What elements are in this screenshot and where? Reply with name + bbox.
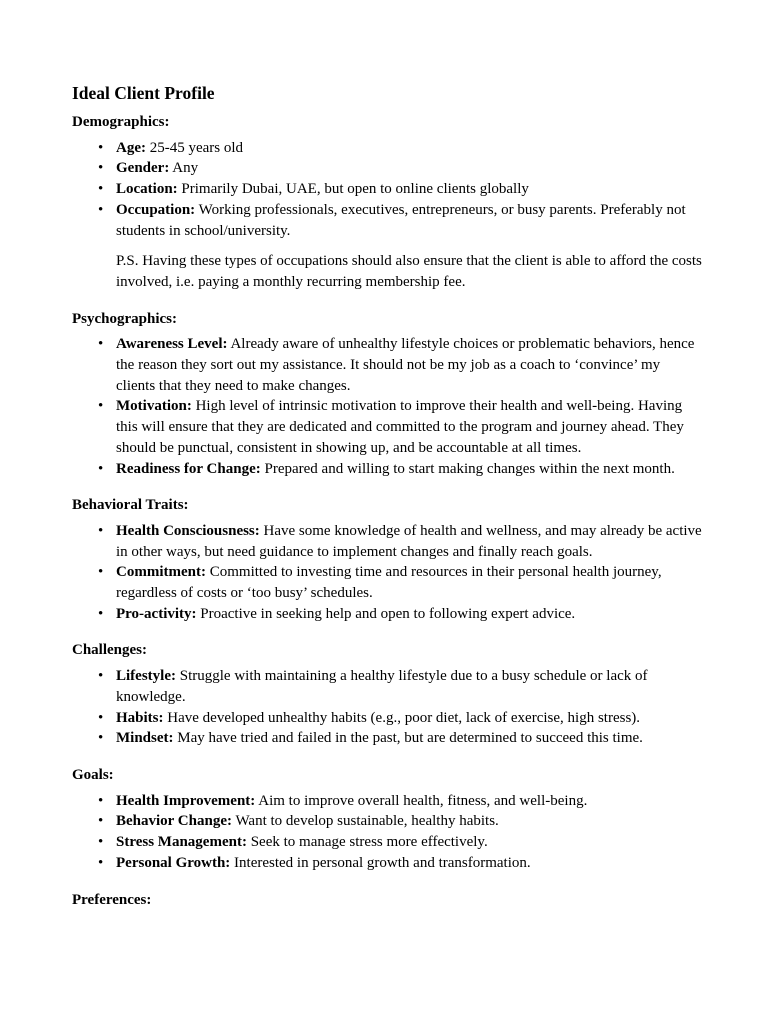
document-body <box>72 112 702 910</box>
section-note: P.S. Having these types of occupations should also ensure that the client is able to afford the costs involved, i.e. paying a monthly recurring membership fee. <box>116 253 702 290</box>
item-text: High level of intrinsic motivation to improve their health and well-being. Having this will ensure that they are dedicated and committed to the program and journey ahead. They should be punctual, consistent in showing up, and be accountable at all times. <box>116 398 684 456</box>
item-text: Any <box>172 160 199 177</box>
list-item <box>98 521 702 562</box>
bullet-icon: • <box>98 201 104 218</box>
item-term: Age: <box>116 139 146 156</box>
item-text: Seek to manage stress more effectively. <box>250 834 488 851</box>
page-title: Ideal Client Profile <box>72 83 215 103</box>
bullet-list <box>72 138 702 242</box>
list-item <box>98 562 702 603</box>
list-item <box>98 396 702 458</box>
bullet-icon: • <box>98 605 104 622</box>
bullet-icon: • <box>98 336 104 353</box>
bullet-icon: • <box>98 668 104 685</box>
section-heading: Challenges: <box>72 642 147 659</box>
item-term: Lifestyle: <box>116 668 176 685</box>
bullet-list <box>72 334 702 479</box>
item-term: Awareness Level: <box>116 336 228 353</box>
bullet-list <box>72 791 702 874</box>
bullet-icon: • <box>98 709 104 726</box>
item-term: Readiness for Change: <box>116 460 261 477</box>
item-text: Committed to investing time and resources in their personal health journey, regardless of costs or ‘too busy’ schedules. <box>116 564 662 602</box>
item-term: Pro-activity: <box>116 605 197 622</box>
section-psychographics <box>72 309 702 480</box>
item-term: Behavior Change: <box>116 813 232 830</box>
item-term: Commitment: <box>116 564 206 581</box>
list-item <box>98 138 702 159</box>
list-item <box>98 811 702 832</box>
item-term: Occupation: <box>116 201 196 218</box>
item-text: Want to develop sustainable, healthy habits. <box>235 813 499 830</box>
item-text: Prepared and willing to start making changes within the next month. <box>264 460 675 477</box>
item-term: Location: <box>116 181 178 198</box>
section-heading: Goals: <box>72 766 114 783</box>
list-item <box>98 853 702 874</box>
bullet-icon: • <box>98 522 104 539</box>
section-preferences <box>72 890 702 911</box>
section-heading: Psychographics: <box>72 310 177 327</box>
section-behavioral-traits <box>72 495 702 624</box>
item-text: Struggle with maintaining a healthy lifestyle due to a busy schedule or lack of knowledge. <box>116 668 648 705</box>
list-item <box>98 334 702 396</box>
section-challenges <box>72 640 702 749</box>
item-text: May have tried and failed in the past, but are determined to succeed this time. <box>177 730 643 747</box>
document-page <box>72 82 702 926</box>
list-item <box>98 604 702 625</box>
section-heading: Demographics: <box>72 114 170 130</box>
item-text: Primarily Dubai, UAE, but open to online clients globally <box>181 181 529 198</box>
item-text: 25-45 years old <box>149 139 244 156</box>
item-text: Already aware of unhealthy lifestyle choices or problematic behaviors, hence the reason they sort out my assistance. It should not be my job as a coach to ‘convince’ my clients that they need to make changes. <box>116 336 695 394</box>
bullet-list <box>72 521 702 625</box>
bullet-icon: • <box>98 460 104 477</box>
bullet-icon: • <box>98 854 104 871</box>
item-text: Aim to improve overall health, fitness, and well-being. <box>258 792 588 809</box>
section-demographics <box>72 112 702 293</box>
bullet-list <box>72 666 702 749</box>
bullet-icon: • <box>98 564 104 581</box>
bullet-icon: • <box>98 834 104 851</box>
item-term: Personal Growth: <box>116 854 231 871</box>
list-item <box>98 459 702 480</box>
item-term: Stress Management: <box>116 834 247 851</box>
item-text: Interested in personal growth and transformation. <box>234 854 531 871</box>
list-item <box>98 728 702 749</box>
list-item <box>98 832 702 853</box>
bullet-icon: • <box>98 813 104 830</box>
section-heading: Behavioral Traits: <box>72 497 189 514</box>
item-term: Mindset: <box>116 730 174 747</box>
list-item <box>98 158 702 179</box>
bullet-icon: • <box>98 139 104 156</box>
list-item <box>98 179 702 200</box>
list-item <box>98 666 702 707</box>
item-text: Have developed unhealthy habits (e.g., poor diet, lack of exercise, high stress). <box>167 709 641 726</box>
bullet-icon: • <box>98 181 104 198</box>
list-item <box>98 200 702 241</box>
bullet-icon: • <box>98 792 104 809</box>
item-term: Health Consciousness: <box>116 522 260 539</box>
list-item <box>98 708 702 729</box>
bullet-icon: • <box>98 160 104 177</box>
section-goals <box>72 765 702 874</box>
item-text: Proactive in seeking help and open to following expert advice. <box>200 605 576 622</box>
item-term: Habits: <box>116 709 164 726</box>
item-term: Motivation: <box>116 398 192 415</box>
list-item <box>98 791 702 812</box>
item-term: Gender: <box>116 160 170 177</box>
item-term: Health Improvement: <box>116 792 256 809</box>
bullet-icon: • <box>98 730 104 747</box>
section-heading: Preferences: <box>72 891 152 908</box>
item-text: Have some knowledge of health and wellness, and may already be active in other ways, but need guidance to implement changes and finally reach goals. <box>116 522 702 560</box>
bullet-icon: • <box>98 398 104 415</box>
item-text: Working professionals, executives, entrepreneurs, or busy parents. Preferably not students in school/university. <box>116 201 686 239</box>
